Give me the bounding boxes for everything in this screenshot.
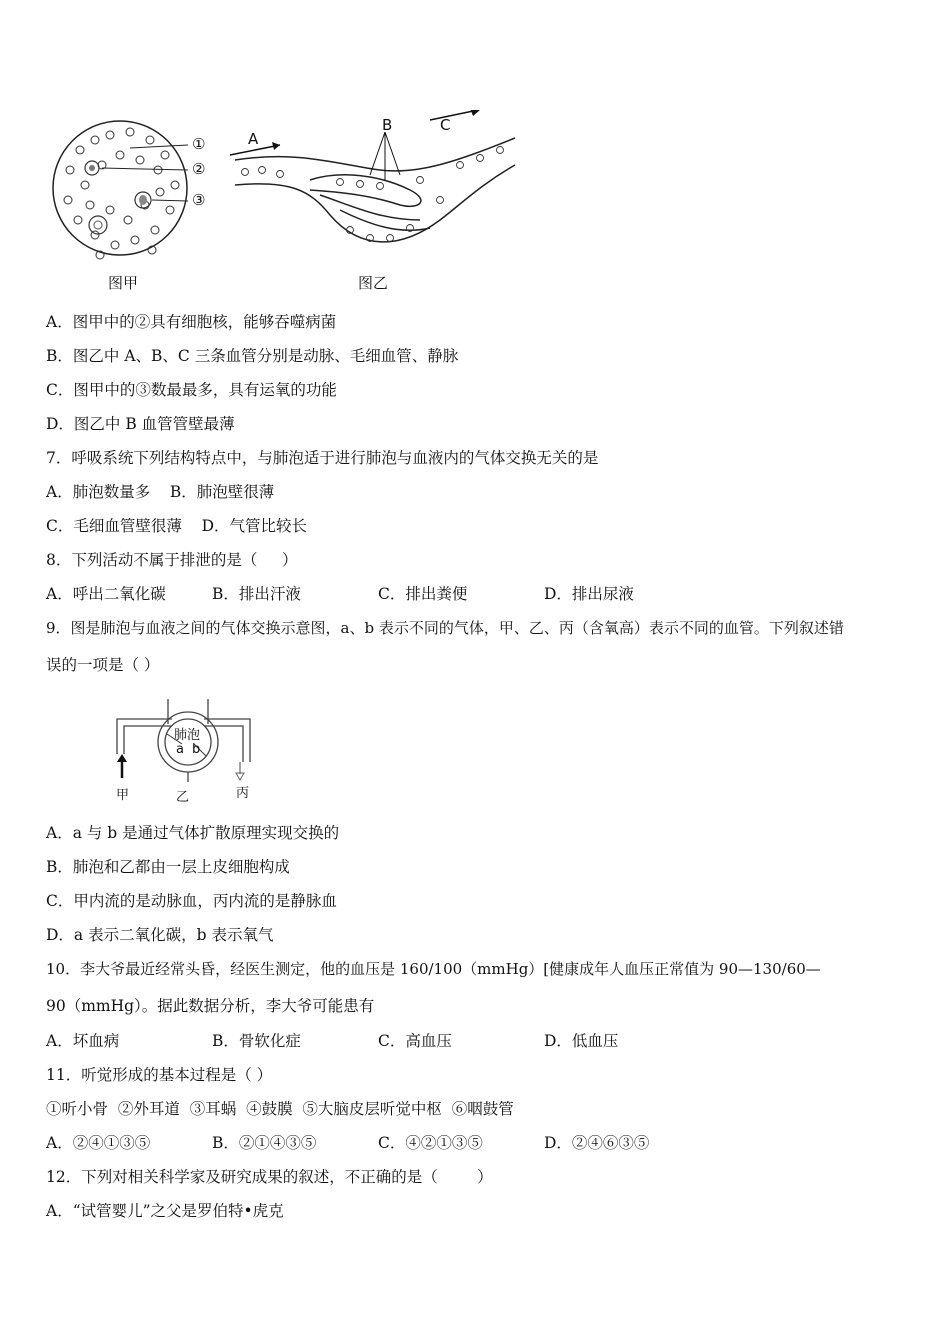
figure-blood-vessels bbox=[40, 110, 540, 300]
q9-stem-line2: 误的一项是（ ） bbox=[46, 656, 160, 674]
q7-options-row2: C．毛细血管壁很薄 D．气管比较长 bbox=[46, 517, 307, 535]
q9-option-c: C．甲内流的是动脉血，丙内流的是静脉血 bbox=[46, 892, 337, 910]
q11-items: ①听小骨 ②外耳道 ③耳蜗 ④鼓膜 ⑤大脑皮层听觉中枢 ⑥咽鼓管 bbox=[46, 1100, 514, 1118]
q11-stem: 11．听觉形成的基本过程是（ ） bbox=[46, 1066, 273, 1084]
q8-option-d: D．排出尿液 bbox=[544, 585, 634, 603]
q12-stem: 12．下列对相关科学家及研究成果的叙述，不正确的是（ ） bbox=[46, 1168, 493, 1186]
q11-option-d: D．②④⑥③⑤ bbox=[544, 1134, 650, 1152]
q9-option-b: B．肺泡和乙都由一层上皮细胞构成 bbox=[46, 858, 290, 876]
q10-options bbox=[46, 1031, 618, 1051]
caption-left: 图甲 bbox=[108, 274, 139, 292]
q11-option-b: B．②①④③⑤ bbox=[212, 1134, 317, 1152]
q7-stem: 7．呼吸系统下列结构特点中，与肺泡适于进行肺泡与血液内的气体交换无关的是 bbox=[46, 449, 599, 467]
q6-option-a: A．图甲中的②具有细胞核，能够吞噬病菌 bbox=[46, 313, 337, 331]
q10-option-c: C．高血压 bbox=[378, 1032, 452, 1050]
q11-option-a: A．②④①③⑤ bbox=[46, 1134, 151, 1152]
q6-option-b: B．图乙中 A、B、C 三条血管分别是动脉、毛细血管、静脉 bbox=[46, 347, 459, 365]
q12-option-a: A．“试管婴儿”之父是罗伯特•虎克 bbox=[46, 1202, 284, 1220]
q10-option-d: D．低血压 bbox=[544, 1032, 619, 1050]
q8-option-c: C．排出粪便 bbox=[378, 585, 468, 603]
vessel-label-a: A bbox=[248, 130, 259, 148]
q9-option-a: A．a 与 b 是通过气体扩散原理实现交换的 bbox=[46, 824, 340, 842]
gas-label-b: b bbox=[192, 742, 201, 757]
q11-option-c: C．④②①③⑤ bbox=[378, 1134, 483, 1152]
q8-options bbox=[46, 584, 634, 604]
alveolus-label: 肺泡 bbox=[174, 728, 201, 743]
marker-1: ① bbox=[192, 135, 206, 153]
marker-2: ② bbox=[192, 160, 206, 178]
q11-options bbox=[46, 1133, 649, 1153]
q9-stem-line1: 9．图是肺泡与血液之间的气体交换示意图，a、b 表示不同的气体，甲、乙、丙（含氧高）表示不同的血管。下列叙述错 bbox=[46, 619, 844, 637]
vessel-label-bing: 丙 bbox=[236, 786, 250, 801]
q6-option-c: C．图甲中的③数最最多，具有运氧的功能 bbox=[46, 381, 337, 399]
vessel-label-jia: 甲 bbox=[116, 788, 130, 803]
q10-stem-line1: 10．李大爷最近经常头昏，经医生测定，他的血压是 160/100（mmHg）[健康成年人血压正常值为 90—130/60— bbox=[46, 960, 821, 978]
q9-option-d: D．a 表示二氧化碳，b 表示氧气 bbox=[46, 926, 274, 944]
vessel-label-b: B bbox=[382, 116, 393, 134]
marker-3: ③ bbox=[192, 191, 206, 209]
q10-option-a: A．坏血病 bbox=[46, 1032, 120, 1050]
vessel-label-yi: 乙 bbox=[176, 790, 190, 805]
q10-option-b: B．骨软化症 bbox=[212, 1032, 301, 1050]
q8-option-a: A．呼出二氧化碳 bbox=[46, 585, 166, 603]
gas-label-a: a bbox=[176, 742, 184, 757]
q10-stem-line2: 90（mmHg）。据此数据分析，李大爷可能患有 bbox=[46, 997, 375, 1015]
q8-stem: 8．下列活动不属于排泄的是（ ） bbox=[46, 551, 298, 569]
caption-right: 图乙 bbox=[358, 274, 389, 292]
figure-alveolus bbox=[112, 694, 262, 804]
q8-option-b: B．排出汗液 bbox=[212, 585, 301, 603]
q6-option-d: D．图乙中 B 血管管壁最薄 bbox=[46, 415, 235, 433]
vessel-label-c: C bbox=[440, 116, 451, 134]
q7-options-row1: A．肺泡数量多 B．肺泡壁很薄 bbox=[46, 483, 275, 501]
